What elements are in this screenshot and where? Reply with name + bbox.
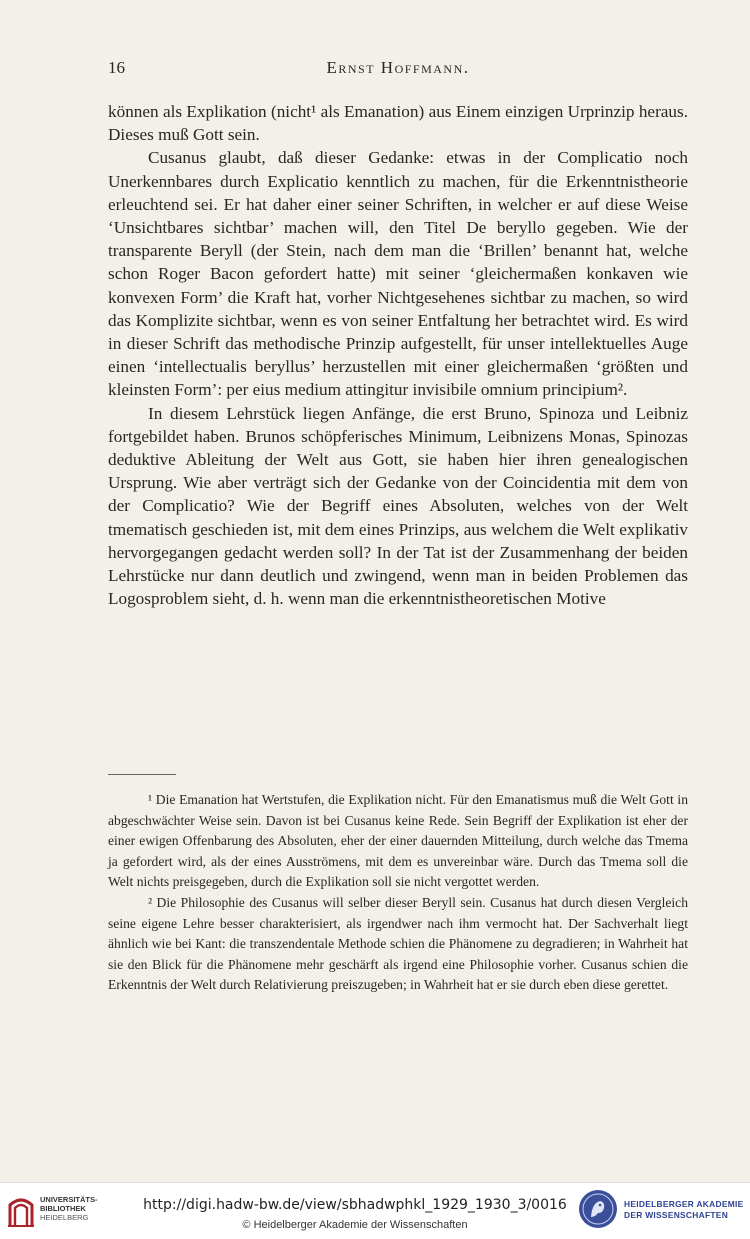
page-header xyxy=(108,58,688,84)
running-head: Ernst Hoffmann. xyxy=(326,58,470,77)
university-library-emblem-icon xyxy=(6,1193,36,1229)
academy-name: HEIDELBERGER AKADEMIE DER WISSENSCHAFTEN xyxy=(624,1199,744,1220)
body-text xyxy=(108,100,688,610)
page-number: 16 xyxy=(108,58,125,77)
paragraph-2: Cusanus glaubt, daß dieser Gedanke: etwas in der Complicatio noch Unerkennbares durch Explicatio kenntlich zu machen, für die Erkenntnistheorie erleuchtend sei. Er hat daher einer seiner Schriften, in welcher er auf diese Weise ‘Unsichtbares sichtbar’ machen will, den Titel De beryllo gegeben. Wie der transparente Beryll (der Stein, nach dem man die ‘Brillen’ benannt hat, welche schon Roger Bacon gefordert hatte) mit seiner ‘gleichermaßen konkaven wie konvexen Form’ die Kraft hat, vorher Nichtgesehenes sichtbar zu machen, so wird das Komplizite sichtbar, wenn es von seiner Entfaltung her betrachtet wird. Es wird in dieser Schrift das methodische Prinzip aufgestellt, für unser intellektuelles Auge einen ‘intellectualis beryllus’ herzustellen mit einer gleichermaßen ‘größten und kleinsten Form’: per eius medium attingitur invisibile omnium principium². xyxy=(108,148,688,400)
document-url[interactable]: http://digi.hadw-bw.de/view/sbhadwphkl_1929_1930_3/0016 xyxy=(143,1197,567,1213)
university-library-name: UNIVERSITÄTS- BIBLIOTHEK HEIDELBERG xyxy=(40,1195,98,1222)
academy-logo[interactable] xyxy=(578,1189,746,1233)
footnotes xyxy=(108,790,688,996)
academy-emblem-icon xyxy=(578,1189,618,1229)
viewer-footer-bar xyxy=(0,1182,750,1239)
footnote-2: ² Die Philosophie des Cusanus will selber dieser Beryll sein. Cusanus hat durch diesen Vergleich seine eigene Lehre besser charakterisiert, als irgendwer nach ihm vermocht hat. Der Sachverhalt liegt ähnlich wie bei Kant: die transzendentale Methode schien die Phänomene zu degradieren; in Wahrheit hat sie den Blick für die Phänomene mehr geschärft als irgend eine Philosophie vorher. Cusanus schien die Erkenntnis der Welt durch Relativierung preiszugeben; in Wahrheit hat er sie durch eben diese gerettet. xyxy=(108,894,688,993)
footnote-1: ¹ Die Emanation hat Wertstufen, die Explikation nicht. Für den Emanatismus muß die Welt Gott in abgeschwächter Weise sein. Davon ist bei Cusanus keine Rede. Sein Begriff der Explikation ist eher der einer ewigen Offenbarung des Absoluten, eher der einer dauernden Mitteilung, durch welche das Tmema ja gefordert wird, als der eines Ausströmens, mit dem es unvereinbar wäre. Durch das Tmema soll die Welt nichts preisgegeben, durch die Explikation soll sie nicht vergottet werden. xyxy=(108,792,688,890)
paragraph-1: können als Explikation (nicht¹ als Emanation) aus Einem einzigen Urprinzip heraus. Dieses muß Gott sein. xyxy=(108,102,688,145)
university-library-logo[interactable] xyxy=(6,1191,136,1231)
paragraph-3: In diesem Lehrstück liegen Anfänge, die erst Bruno, Spinoza und Leibniz fortgebildet haben. Brunos schöpferisches Minimum, Leibnizens Monas, Spinozas deduktive Ableitung der Welt aus Gott, sie haben hier ihren genealogischen Ursprung. Wie aber verträgt sich der Gedanke von der Coincidentia mit dem von der Complicatio? Wie der Begriff eines Absoluten, welches von der Welt tmematisch geschieden ist, mit dem eines Prinzips, aus welchem die Welt explikativ hervorgegangen gedacht werden soll? In der Tat ist der Zusammenhang der beiden Lehrstücke nur dann deutlich und zwingend, wenn man in beiden Problemen das Logosproblem sieht, d. h. wenn man die erkenntnistheoretischen Motive xyxy=(108,403,688,609)
copyright-notice: © Heidelberger Akademie der Wissenschaften xyxy=(242,1219,468,1231)
footnote-rule xyxy=(108,774,176,775)
